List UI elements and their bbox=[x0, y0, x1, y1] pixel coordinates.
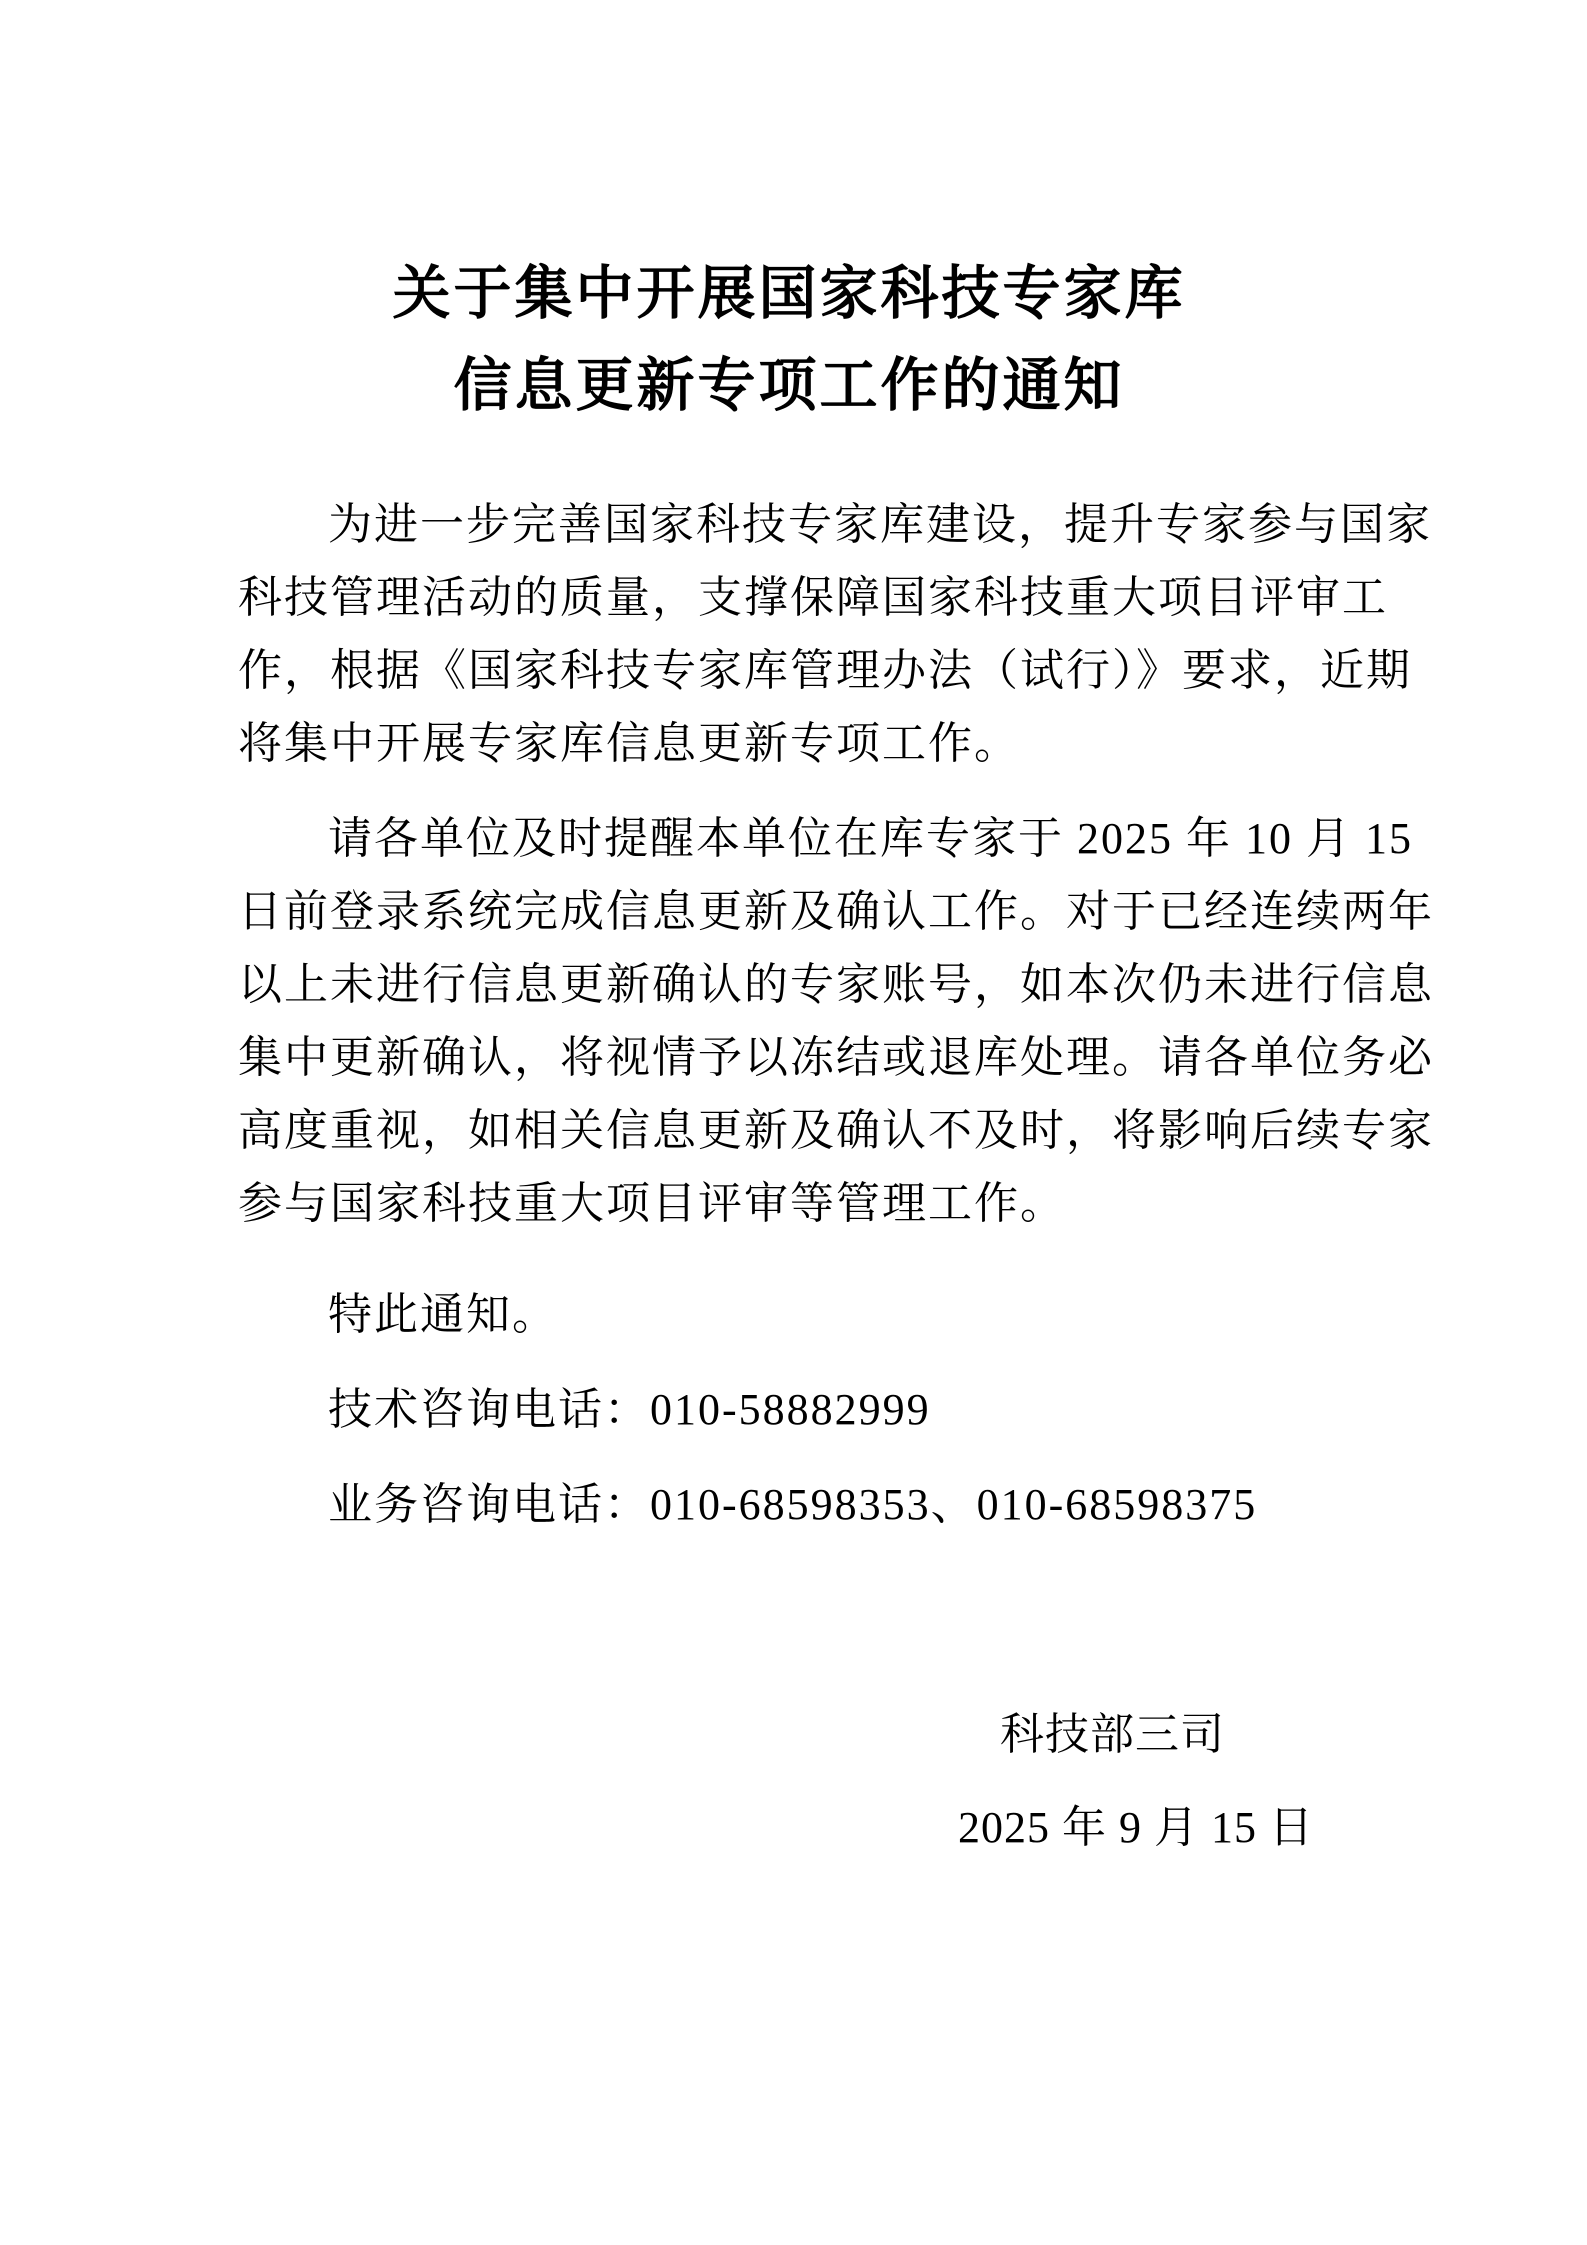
paragraph-1-line-4: 将集中开展专家库信息更新专项工作。 bbox=[238, 719, 1020, 768]
paragraph-2-line-6: 参与国家科技重大项目评审等管理工作。 bbox=[238, 1179, 1066, 1228]
paragraph-1 bbox=[238, 488, 1432, 780]
document-title bbox=[238, 248, 1340, 432]
paragraph-1-line-3: 作，根据《国家科技专家库管理办法（试行）》要求，近期 bbox=[238, 646, 1412, 695]
paragraph-1-line-2: 科技管理活动的质量，支撑保障国家科技重大项目评审工 bbox=[238, 573, 1388, 622]
title-line-2: 信息更新专项工作的通知 bbox=[453, 353, 1125, 418]
closing-line: 特此通知。 bbox=[328, 1290, 558, 1339]
signature-date: 2025 年 9 月 15 日 bbox=[958, 1803, 1314, 1852]
contact-line-business: 业务咨询电话：010-68598353、010-68598375 bbox=[328, 1480, 1258, 1529]
title-line-1: 关于集中开展国家科技专家库 bbox=[392, 261, 1186, 326]
paragraph-2 bbox=[238, 802, 1434, 1240]
paragraph-2-line-1: 请各单位及时提醒本单位在库专家于 2025 年 10 月 15 bbox=[328, 814, 1413, 863]
paragraph-2-line-5: 高度重视，如相关信息更新及确认不及时，将影响后续专家 bbox=[238, 1106, 1434, 1155]
paragraph-2-line-2: 日前登录系统完成信息更新及确认工作。对于已经连续两年 bbox=[238, 887, 1434, 936]
paragraph-2-line-4: 集中更新确认，将视情予以冻结或退库处理。请各单位务必 bbox=[238, 1033, 1434, 1082]
signature-department: 科技部三司 bbox=[1000, 1710, 1225, 1759]
document-content bbox=[238, 248, 1434, 1864]
paragraph-1-line-1: 为进一步完善国家科技专家库建设，提升专家参与国家 bbox=[328, 500, 1432, 549]
contact-line-technical: 技术咨询电话：010-58882999 bbox=[328, 1385, 931, 1434]
paragraph-2-line-3: 以上未进行信息更新确认的专家账号，如本次仍未进行信息 bbox=[238, 960, 1434, 1009]
